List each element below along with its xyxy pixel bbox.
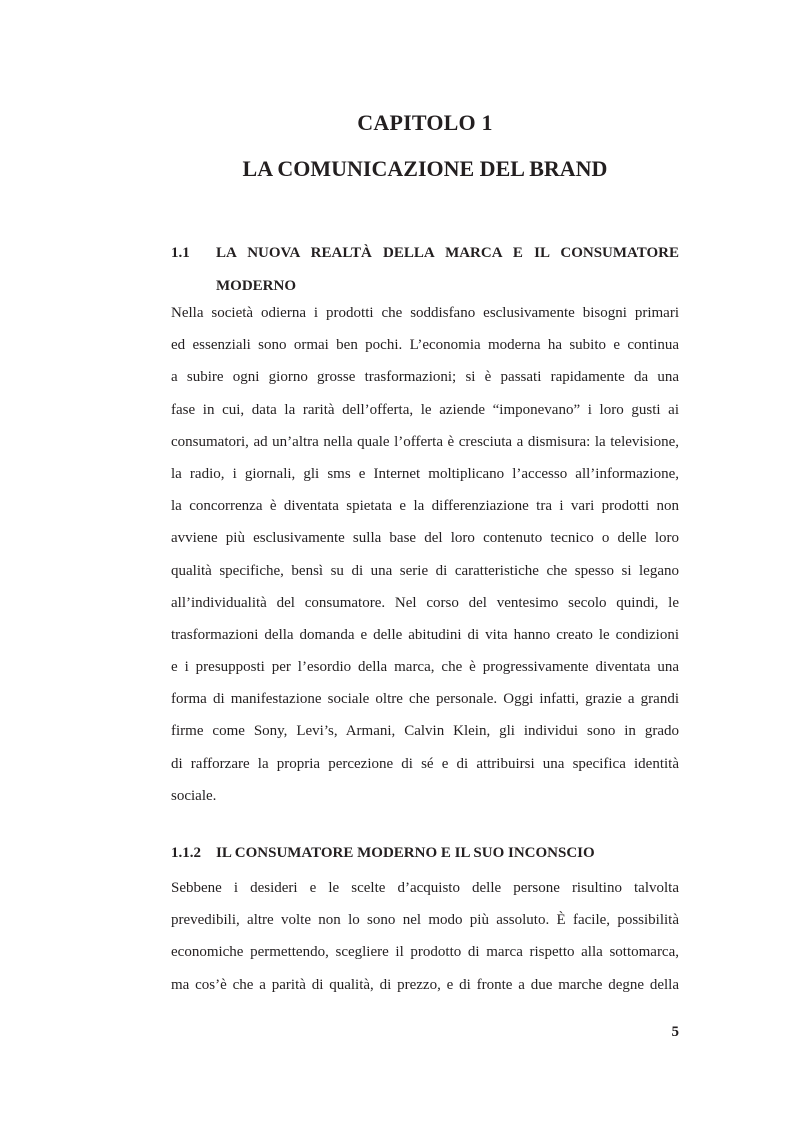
section-title: LA NUOVA REALTÀ DELLA MARCA E IL CONSUMATORE MODERNO xyxy=(216,245,679,294)
paragraph-line: trasformazioni della domanda e delle abitudini di vita hanno creato le condizioni xyxy=(171,626,679,643)
paragraph-line: Sebbene i desideri e le scelte d’acquisto delle persone risultino talvolta xyxy=(171,880,679,896)
paragraph-line: prevedibili, altre volte non lo sono nel modo più assoluto. È facile, possibilità xyxy=(171,912,679,929)
paragraph-line: ed essenziali sono ormai ben pochi. L’economia moderna ha subito e continua xyxy=(171,337,679,354)
paragraph-line: Nella società odierna i prodotti che soddisfano esclusivamente bisogni primari xyxy=(171,305,679,321)
paragraph-line: all’individualità del consumatore. Nel corso del ventesimo secolo quindi, le xyxy=(171,594,679,611)
chapter-title: LA COMUNICAZIONE DEL BRAND xyxy=(242,156,608,181)
subsection-heading xyxy=(171,845,679,862)
section-heading xyxy=(171,237,679,302)
paragraph-line: la concorrenza è diventata spietata e la differenziazione tra i vari prodotti non xyxy=(171,498,679,515)
paragraph-line: avviene più esclusivamente sulla base del loro contenuto tecnico o delle loro xyxy=(171,530,679,547)
paragraph-line: sociale. xyxy=(171,787,217,804)
paragraph-line: consumatori, ad un’altra nella quale l’offerta è cresciuta a dismisura: la televisione, xyxy=(171,433,679,450)
page-number: 5 xyxy=(671,1024,679,1040)
paragraph-line: firme come Sony, Levi’s, Armani, Calvin Klein, gli individui sono in grado xyxy=(171,723,679,740)
paragraph-line: qualità specifiche, bensì su di una serie di caratteristiche che spesso si legano xyxy=(171,562,679,579)
paragraph-line: ma cos’è che a parità di qualità, di prezzo, e di fronte a due marche degne della xyxy=(171,976,679,993)
paragraph-line: di rafforzare la propria percezione di sé e di attribuirsi una specifica identità xyxy=(171,755,679,772)
paragraph-line: e i presupposti per l’esordio della marca, che è progressivamente diventata una xyxy=(171,659,679,676)
chapter-label: CAPITOLO 1 xyxy=(357,110,493,135)
paragraph-line: fase in cui, data la rarità dell’offerta, le aziende “imponevano” i loro gusti ai xyxy=(171,401,679,418)
paragraph-line: forma di manifestazione sociale oltre che personale. Oggi infatti, grazie a grandi xyxy=(171,691,679,708)
subsection-title: IL CONSUMATORE MODERNO E IL SUO INCONSCIO xyxy=(216,845,595,861)
paragraph-line: a subire ogni giorno grosse trasformazioni; si è passati rapidamente da una xyxy=(171,369,679,386)
section-number: 1.1 xyxy=(171,245,190,261)
paragraph-line: economiche permettendo, scegliere il prodotto di marca rispetto alla sottomarca, xyxy=(171,944,679,961)
paragraph-line: la radio, i giornali, gli sms e Internet moltiplicano l’accesso all’informazione, xyxy=(171,465,679,482)
subsection-body-paragraph xyxy=(171,872,679,1001)
section-body-paragraph xyxy=(171,297,679,812)
subsection-number: 1.1.2 xyxy=(171,845,201,861)
